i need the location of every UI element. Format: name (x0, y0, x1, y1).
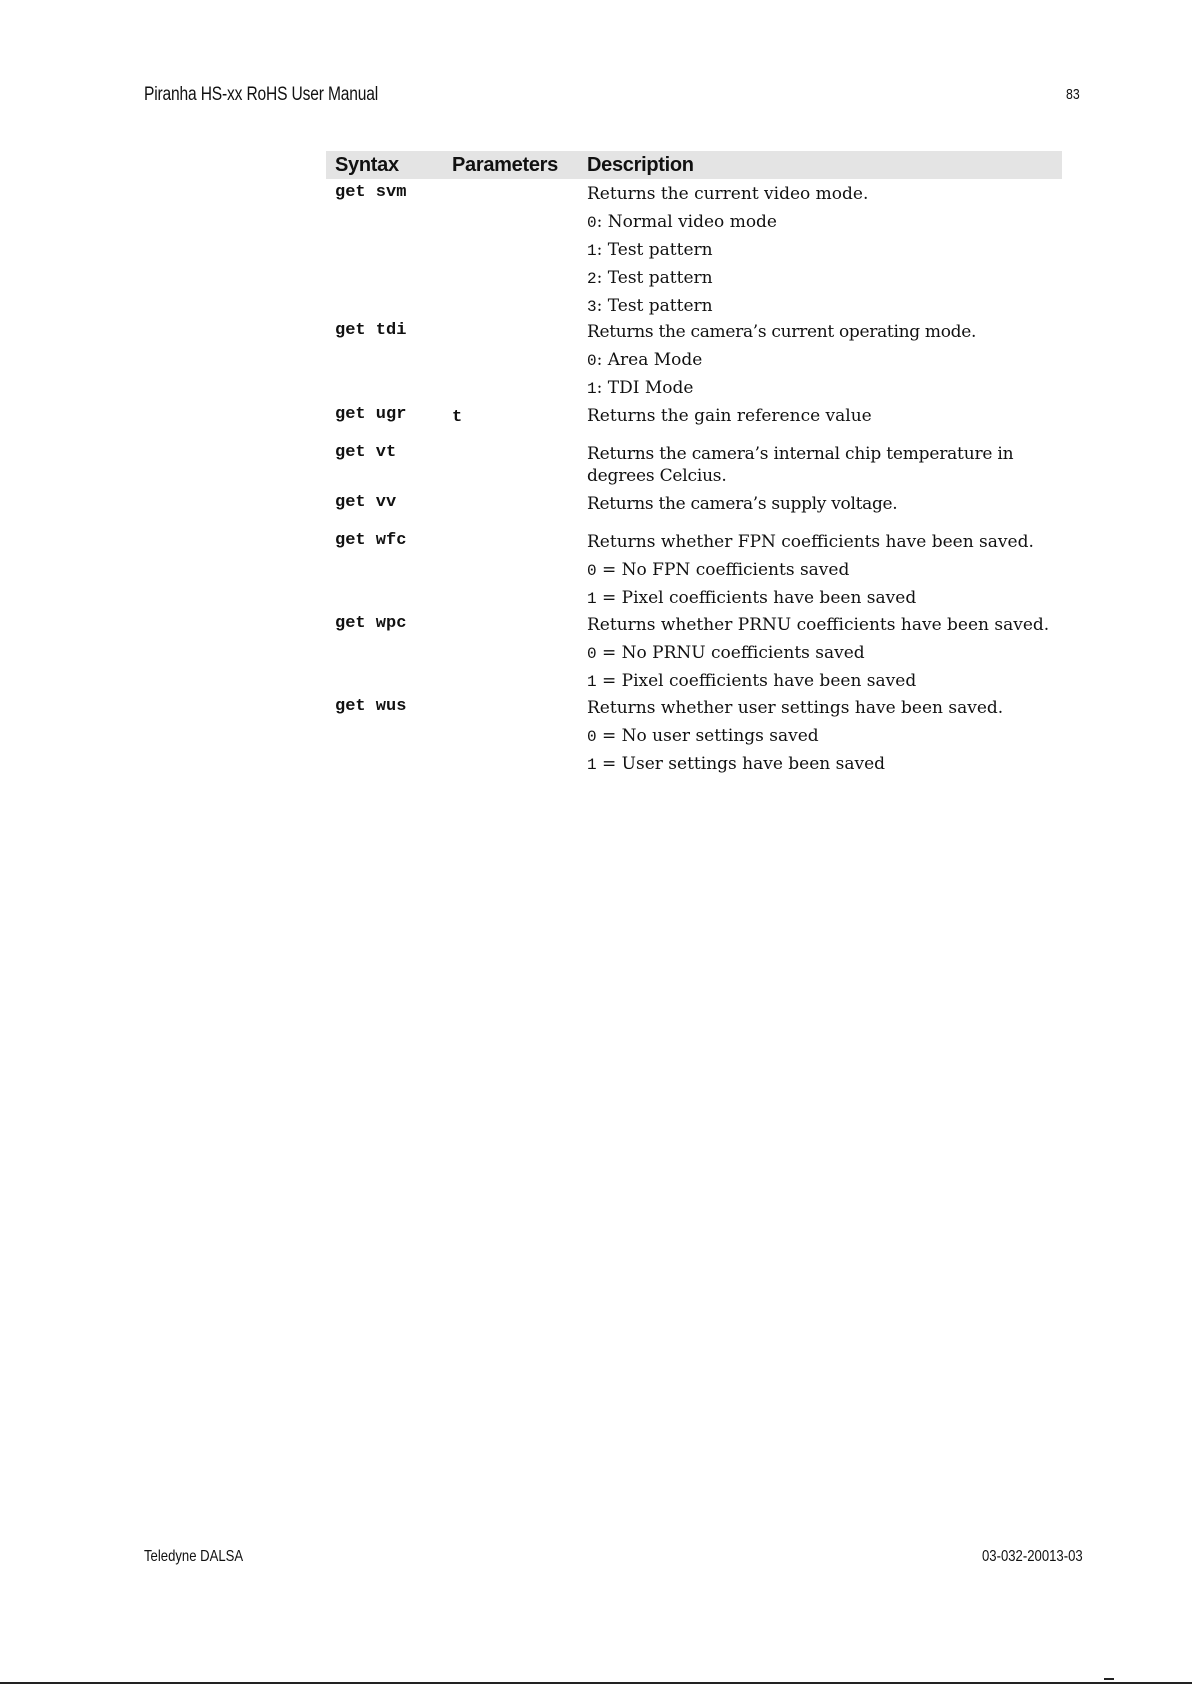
page-bottom-rule (0, 1682, 1192, 1684)
syntax-cell: get wus (335, 697, 407, 716)
command-table (326, 151, 1062, 774)
syntax-cell: get svm (335, 183, 407, 202)
description-cell (587, 697, 1062, 781)
description-line: 1 = User settings have been saved (587, 754, 886, 774)
syntax-cell: get vt (335, 443, 397, 462)
page-corner-mark (1104, 1678, 1114, 1680)
description-cell (587, 493, 1062, 521)
syntax-cell: get tdi (335, 321, 407, 340)
description-line: Returns the camera’s supply voltage. (587, 494, 898, 514)
description-line: 0 = No user settings saved (587, 726, 819, 746)
description-line: Returns the camera’s current operating mode. (587, 322, 977, 342)
footer-company: Teledyne DALSA (144, 1548, 244, 1565)
description-line: Returns whether FPN coefficients have been saved. (587, 532, 1034, 552)
description-line: 1: Test pattern (587, 240, 713, 260)
description-line: 0: Area Mode (587, 350, 703, 370)
description-line: 0 = No PRNU coefficients saved (587, 643, 865, 663)
column-header-description: Description (587, 154, 694, 176)
description-line: Returns the gain reference value (587, 406, 872, 426)
description-cell (587, 614, 1062, 698)
description-line: Returns the camera’s internal chip temperature in degrees Celcius. (587, 444, 1014, 486)
description-line: 1: TDI Mode (587, 378, 694, 398)
description-cell (587, 531, 1062, 615)
syntax-cell: get vv (335, 493, 397, 512)
description-line: 0: Normal video mode (587, 212, 777, 232)
description-line: 0 = No FPN coefficients saved (587, 560, 850, 580)
description-cell (587, 321, 1062, 405)
parameter-cell: t (452, 408, 463, 427)
description-cell (587, 405, 1062, 433)
page-number: 83 (1066, 86, 1080, 103)
syntax-cell: get ugr (335, 405, 407, 424)
column-header-parameters: Parameters (452, 154, 558, 176)
table-header-row (326, 151, 1062, 179)
syntax-cell: get wpc (335, 614, 407, 633)
description-line: 2: Test pattern (587, 268, 713, 288)
description-line: Returns the current video mode. (587, 184, 869, 204)
running-header-title: Piranha HS-xx RoHS User Manual (144, 84, 379, 105)
column-header-syntax: Syntax (335, 154, 399, 176)
footer-document-number: 03-032-20013-03 (982, 1548, 1083, 1565)
description-line: 1 = Pixel coefficients have been saved (587, 671, 917, 691)
description-cell (587, 183, 1062, 323)
description-line: Returns whether PRNU coefficients have been saved. (587, 615, 1050, 635)
syntax-cell: get wfc (335, 531, 407, 550)
description-line: 1 = Pixel coefficients have been saved (587, 588, 917, 608)
description-line: 3: Test pattern (587, 296, 713, 316)
description-line: Returns whether user settings have been saved. (587, 698, 1004, 718)
description-cell (587, 443, 1062, 487)
